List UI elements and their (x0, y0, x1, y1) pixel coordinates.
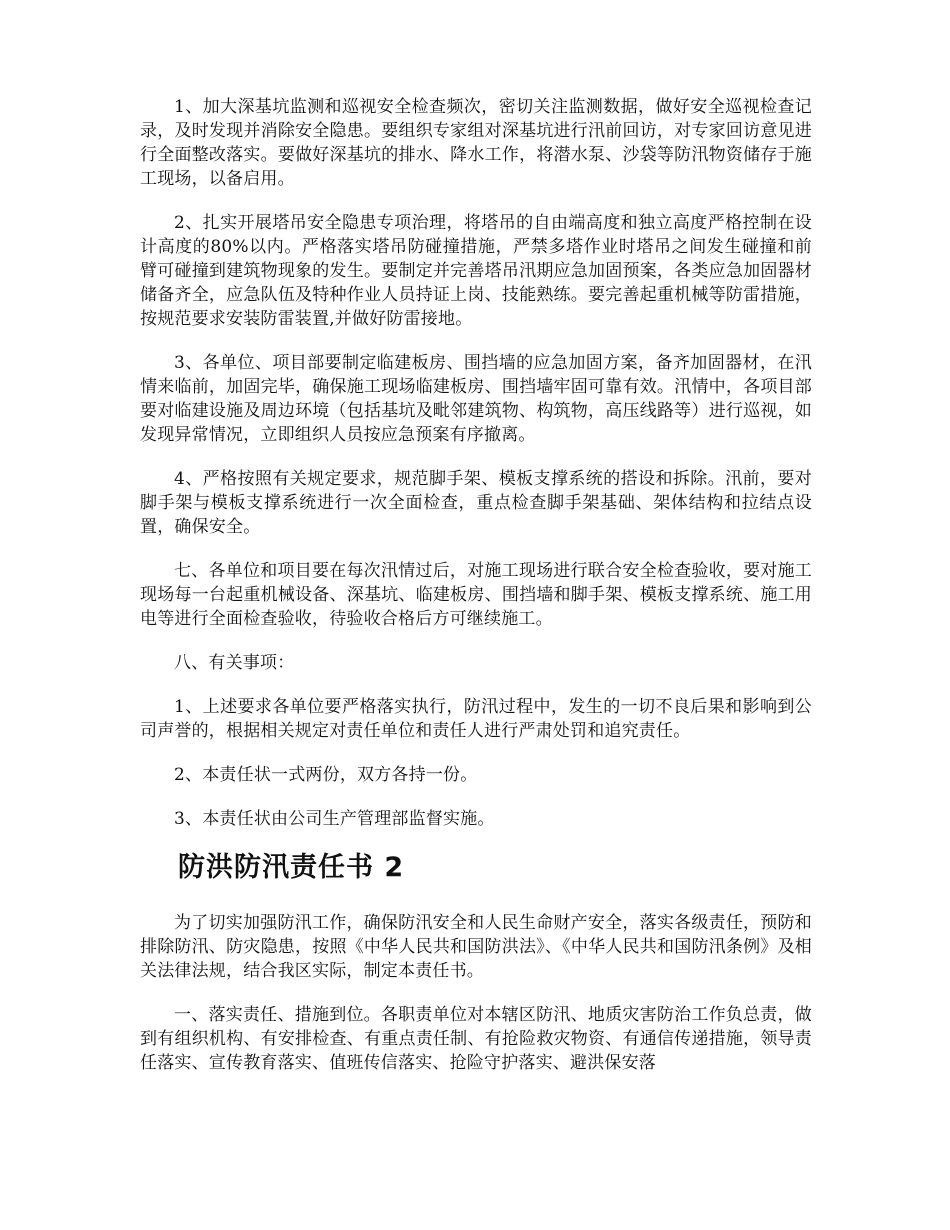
paragraph-scaffolding: 4、严格按照有关规定要求，规范脚手架、模板支撑系统的搭设和拆除。汛前，要对脚手架与模板支撑系统进行一次全面检查，重点检查脚手架基础、架体结构和拉结点设置，确保安全。 (140, 469, 812, 537)
paragraph-item-three: 3、本责任状由公司生产管理部监督实施。 (174, 809, 495, 829)
document-page (140, 95, 812, 1095)
paragraph-section-eight: 八、有关事项： (174, 653, 295, 673)
section-heading: 防洪防汛责任书 2 (178, 852, 405, 883)
paragraph-tower-crane: 2、扎实开展塔吊安全隐患专项治理，将塔吊的自由端高度和独立高度严格控制在设计高度的80%以内。严格落实塔吊防碰撞措施，严禁多塔作业时塔吊之间发生碰撞和前臂可碰撞到建筑物现象的发生。要制定并完善塔吊汛期应急加固预案，各类应急加固器材储备齐全，应急队伍及特种作业人员持证上岗、技能熟练。要完善起重机械等防雷措施，按规范要求安装防雷装置,并做好防雷接地。 (140, 213, 812, 329)
paragraph-temporary-buildings: 3、各单位、项目部要制定临建板房、围挡墙的应急加固方案，备齐加固器材，在汛情来临前，加固完毕，确保施工现场临建板房、围挡墙牢固可靠有效。汛情中，各项目部要对临建设施及周边环境（包括基坑及毗邻建筑物、构筑物，高压线路等）进行巡视，如发现异常情况，立即组织人员按应急预案有序撤离。 (140, 353, 812, 445)
paragraph-intro: 为了切实加强防汛工作，确保防汛安全和人民生命财产安全，落实各级责任，预防和排除防汛、防灾隐患，按照《中华人民共和国防洪法》、《中华人民共和国防汛条例》及相关法律法规，结合我区实际，制定本责任书。 (140, 913, 812, 981)
paragraph-responsibility: 一、落实责任、措施到位。各职责单位对本辖区防汛、地质灾害防治工作负总责，做到有组织机构、有安排检查、有重点责任制、有抢险救灾物资、有通信传递措施，领导责任落实、宣传教育落实、值班传信落实、抢险守护落实、避洪保安落 (140, 1005, 812, 1073)
paragraph-item-one: 1、上述要求各单位要严格落实执行，防汛过程中，发生的一切不良后果和影响到公司声誉的，根据相关规定对责任单位和责任人进行严肃处罚和追究责任。 (140, 697, 812, 741)
paragraph-section-seven: 七、各单位和项目要在每次汛情过后，对施工现场进行联合安全检查验收，要对施工现场每一台起重机械设备、深基坑、临建板房、围挡墙和脚手架、模板支撑系统、施工用电等进行全面检查验收，待验收合格后方可继续施工。 (140, 561, 812, 629)
paragraph-deep-foundation-pit: 1、加大深基坑监测和巡视安全检查频次，密切关注监测数据，做好安全巡视检查记录，及时发现并消除安全隐患。要组织专家组对深基坑进行汛前回访，对专家回访意见进行全面整改落实。要做好深基坑的排水、降水工作，将潜水泵、沙袋等防汛物资储存于施工现场，以备启用。 (140, 97, 812, 189)
paragraph-item-two: 2、本责任状一式两份，双方各持一份。 (174, 765, 478, 785)
